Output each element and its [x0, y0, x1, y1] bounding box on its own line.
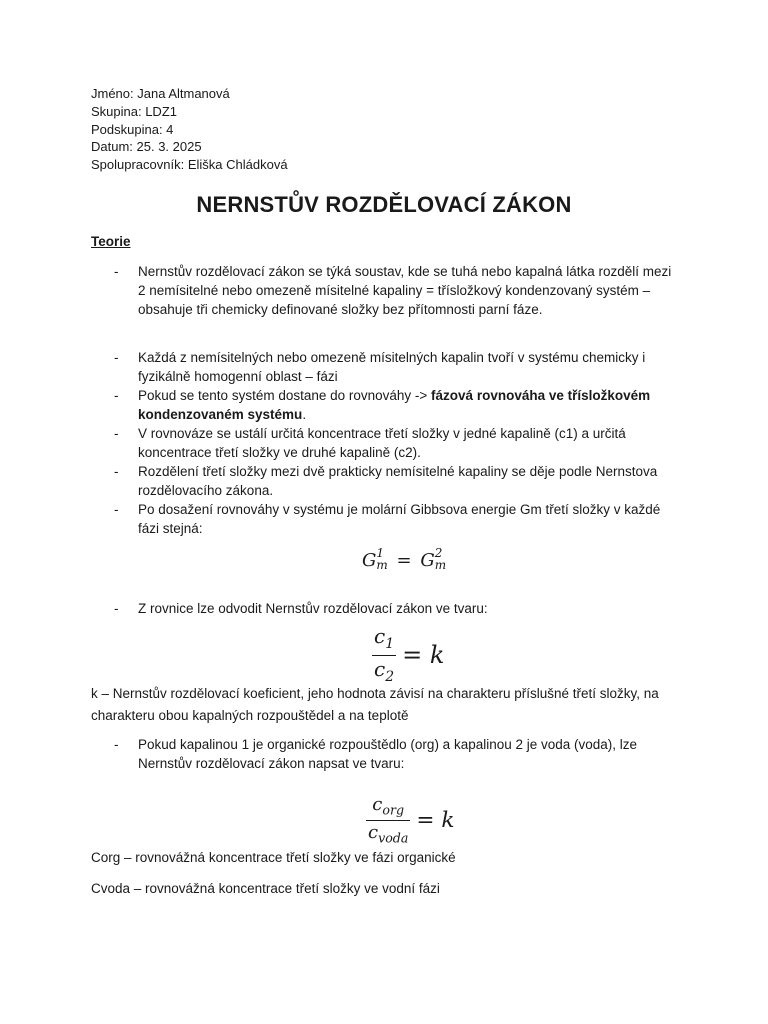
eq-subsup	[376, 547, 387, 571]
equation-nernst	[372, 626, 444, 685]
eq-num-symbol: c	[374, 624, 386, 648]
eq-denominator	[372, 659, 396, 685]
eq-symbol: G	[420, 550, 435, 571]
eq-symbol: G	[362, 550, 377, 571]
k-definition: k – Nernstův rozdělovací koeficient, jeho hodnota závisí na charakteru příslušné třetí složky, na charakteru obou kapalných rozpouštědel a na teplotě	[91, 686, 659, 723]
list-item	[0, 735, 768, 773]
eq-sup: 1	[376, 546, 385, 560]
page-title: NERNSTŮV ROZDĚLOVACÍ ZÁKON	[196, 192, 572, 217]
bullet-list-4	[0, 735, 768, 773]
bullet-dash: -	[114, 464, 119, 479]
eq-den-sub: voda	[378, 830, 409, 846]
list-item	[0, 262, 768, 319]
bullet-text: Nernstův rozdělovací zákon se týká soustav, kde se tuhá nebo kapalná látka rozdělí mezi 2 nemísitelné nebo omezeně mísitelné kapaliny = třísložkový kondenzovaný systém – obsahuje tři chemicky definované složky bez přítomnosti parní fáze.	[138, 264, 672, 317]
bullet-dash: -	[114, 502, 119, 517]
bullet-text: Po dosažení rovnováhy v systému je molární Gibbsova energie Gm třetí složky v každé fázi stejná:	[138, 502, 661, 536]
student-name: Jméno: Jana Altmanová	[91, 86, 230, 101]
bullet-dash: -	[114, 426, 119, 441]
bullet-end: .	[302, 407, 307, 422]
bullet-list-3	[0, 599, 768, 618]
section-heading-theory: Teorie	[91, 234, 131, 249]
equation-gibbs	[362, 546, 447, 572]
header-info	[91, 85, 288, 174]
bullet-text: Každá z nemísitelných nebo omezeně mísitelných kapalin tvoří v systému chemicky i fyzikálně homogenní oblast – fázi	[138, 350, 646, 384]
bullet-dash: -	[114, 737, 119, 752]
eq-num-symbol: c	[372, 794, 383, 815]
date: Datum: 25. 3. 2025	[91, 139, 202, 155]
bullet-text: V rovnováze se ustálí určitá koncentrace třetí složky v jedné kapalině (c1) a určitá koncentrace třetí složky ve druhé kapalině (c2).	[138, 426, 626, 460]
corg-definition: Corg – rovnovážná koncentrace třetí složky ve fázi organické	[91, 850, 456, 865]
bullet-dash: -	[114, 350, 119, 365]
eq-den-sub: 2	[385, 668, 395, 685]
eq-sub: m	[376, 558, 388, 572]
bullet-text: Rozdělení třetí složky mezi dvě prakticky nemísitelné kapaliny se děje podle Nernstova rozdělovacího zákona.	[138, 464, 658, 498]
bullet-dash: -	[114, 601, 119, 616]
eq-denominator	[366, 824, 410, 845]
bullet-list-2	[0, 348, 768, 538]
eq-sup: 2	[434, 546, 443, 560]
list-item	[0, 348, 768, 386]
eq-fraction	[366, 796, 410, 845]
eq-rhs: = k	[416, 807, 455, 833]
bullet-text: Z rovnice lze odvodit Nernstův rozdělovací zákon ve tvaru:	[138, 601, 488, 616]
subgroup: Podskupina: 4	[91, 121, 174, 137]
eq-sub: m	[434, 558, 447, 572]
bullet-text: Pokud se tento systém dostane do rovnováhy ->	[138, 388, 432, 403]
fraction-bar	[366, 820, 410, 822]
eq-equals: =	[396, 550, 412, 571]
partner: Spolupracovník: Eliška Chládková	[91, 157, 288, 173]
eq-numerator	[370, 796, 406, 817]
eq-subsup	[435, 547, 446, 571]
list-item	[0, 599, 768, 618]
list-item	[0, 386, 768, 424]
equation-nernst-org-voda	[366, 796, 454, 845]
bullet-list-1	[0, 262, 768, 319]
bullet-bold-text: fázová rovnováha ve třísložkovém kondenzovaném systému	[138, 388, 651, 422]
bullet-dash: -	[114, 264, 119, 279]
eq-numerator	[372, 626, 396, 652]
cvoda-definition: Cvoda – rovnovážná koncentrace třetí složky ve vodní fázi	[91, 881, 440, 896]
eq-rhs: = k	[402, 641, 445, 670]
eq-den-symbol: c	[374, 657, 386, 682]
eq-num-sub: org	[382, 802, 405, 818]
eq-den-symbol: c	[368, 822, 379, 844]
bullet-dash: -	[114, 388, 119, 403]
fraction-bar	[372, 655, 396, 657]
list-item	[0, 424, 768, 462]
eq-num-sub: 1	[385, 635, 395, 652]
list-item	[0, 500, 768, 538]
group: Skupina: LDZ1	[91, 103, 177, 119]
list-item	[0, 462, 768, 500]
eq-fraction	[372, 626, 396, 685]
bullet-text: Pokud kapalinou 1 je organické rozpouštědlo (org) a kapalinou 2 je voda (voda), lze Nernstův rozdělovací zákon napsat ve tvaru:	[138, 737, 638, 771]
